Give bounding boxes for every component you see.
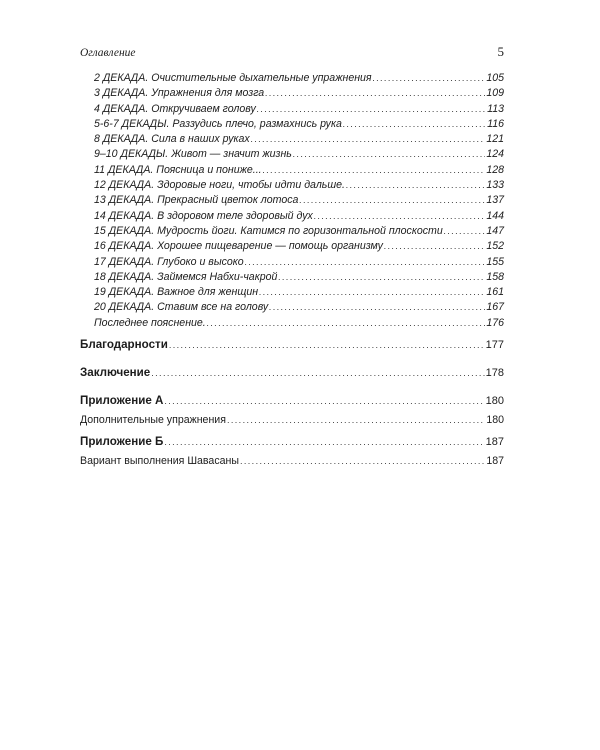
toc-entry-label: Последнее пояснение.	[94, 316, 206, 329]
toc-entry-label: 13 ДЕКАДА. Прекрасный цветок лотоса	[94, 194, 299, 207]
toc-section-acknowledgements[interactable]	[80, 336, 504, 354]
toc-entry[interactable]	[80, 147, 504, 162]
toc-entry-page: 133	[486, 179, 504, 192]
dot-leader	[151, 364, 484, 382]
toc-entry-appendix-b-sub[interactable]	[80, 453, 504, 469]
toc-entry[interactable]	[80, 102, 504, 117]
toc-entry[interactable]	[80, 71, 504, 86]
toc-page	[80, 44, 504, 469]
toc-entry-label: 18 ДЕКАДА. Займемся Набхи-чакрой	[94, 270, 278, 283]
toc-entry-label: 5-6-7 ДЕКАДЫ. Раззудись плечо, размахнись рука	[94, 117, 342, 130]
toc-entry-label: Вариант выполнения Шавасаны	[80, 455, 239, 468]
dot-leader	[314, 209, 485, 224]
toc-entry-page: 137	[486, 194, 504, 207]
toc-entry-label: 14 ДЕКАДА. В здоровом теле здоровый дух	[94, 209, 313, 222]
toc-entry[interactable]	[80, 224, 504, 239]
toc-entry-page: 167	[486, 301, 504, 314]
toc-entry-page: 121	[486, 133, 504, 146]
decade-list	[80, 71, 504, 331]
toc-entry-label: 9–10 ДЕКАДЫ. Живот — значит жизнь	[94, 148, 292, 161]
dot-leader	[384, 239, 485, 254]
toc-entry-label: 11 ДЕКАДА. Поясница и пониже...	[94, 163, 262, 176]
dot-leader	[343, 117, 486, 132]
toc-entry-page: 187	[486, 455, 504, 468]
dot-leader	[164, 392, 484, 410]
toc-entry-appendix-a-sub[interactable]	[80, 412, 504, 428]
toc-entry-page: 128	[486, 163, 504, 176]
toc-section-label: Приложение Б	[80, 435, 164, 449]
running-header	[80, 44, 504, 68]
dot-leader	[346, 178, 485, 193]
toc-entry[interactable]	[80, 285, 504, 300]
dot-leader	[293, 147, 485, 162]
toc-section-label: Благодарности	[80, 338, 168, 352]
toc-section-page: 180	[485, 395, 504, 408]
toc-entry-page: 158	[486, 270, 504, 283]
toc-entry[interactable]	[80, 163, 504, 178]
toc-entry-page: 105	[486, 72, 504, 84]
toc-entry[interactable]	[80, 209, 504, 224]
toc-entry-page: 180	[486, 414, 504, 427]
toc-entry-label: 2 ДЕКАДА. Очистительные дыхательные упражнения	[94, 72, 372, 84]
toc-entry[interactable]	[80, 117, 504, 132]
toc-entry-label: 19 ДЕКАДА. Важное для женщин	[94, 286, 259, 299]
dot-leader	[259, 285, 485, 300]
dot-leader	[269, 300, 485, 315]
toc-section-conclusion[interactable]	[80, 364, 504, 382]
toc-entry-page: 176	[486, 316, 504, 329]
toc-entry-label: 15 ДЕКАДА. Мудрость йоги. Катимся по горизонтальной плоскости	[94, 224, 443, 237]
dot-leader	[169, 336, 485, 354]
toc-entry[interactable]	[80, 178, 504, 193]
toc-entry-label: 12 ДЕКАДА. Здоровые ноги, чтобы идти дальше.	[94, 179, 345, 192]
toc-entry-page: 155	[486, 255, 504, 268]
toc-section-page: 177	[485, 339, 504, 352]
dot-leader	[245, 255, 486, 270]
dot-leader	[251, 132, 486, 147]
toc-section-label: Приложение А	[80, 394, 164, 408]
dot-leader	[257, 102, 486, 117]
toc-entry-page: 144	[486, 209, 504, 222]
toc-entry-page: 109	[486, 87, 504, 100]
toc-entry-page: 113	[487, 102, 504, 115]
toc-entry-label: 3 ДЕКАДА. Упражнения для мозга	[94, 87, 265, 100]
toc-entry[interactable]	[80, 300, 504, 315]
dot-leader	[373, 71, 486, 86]
toc-entry[interactable]	[80, 86, 504, 101]
toc-entry[interactable]	[80, 239, 504, 254]
toc-entry[interactable]	[80, 270, 504, 285]
toc-entry-page: 116	[487, 117, 504, 130]
dot-leader	[263, 163, 486, 178]
toc-entry[interactable]	[80, 255, 504, 270]
dot-leader	[265, 86, 485, 101]
header-title: Оглавление	[80, 47, 136, 59]
dot-leader	[207, 316, 486, 331]
toc-entry-label: 4 ДЕКАДА. Откручиваем голову	[94, 102, 256, 115]
toc-entry-label: 20 ДЕКАДА. Ставим все на голову	[94, 301, 269, 314]
toc-entry-label: 17 ДЕКАДА. Глубоко и высоко	[94, 255, 244, 268]
toc-entry[interactable]	[80, 132, 504, 147]
toc-entry-page: 147	[486, 224, 504, 237]
toc-section-appendix-b[interactable]	[80, 433, 504, 451]
dot-leader	[444, 224, 486, 239]
toc-entry-page: 124	[486, 148, 504, 161]
toc-section-appendix-a[interactable]	[80, 392, 504, 410]
dot-leader	[164, 433, 484, 451]
toc-section-label: Заключение	[80, 366, 151, 380]
toc-section-page: 178	[485, 367, 504, 380]
toc-entry-label: 16 ДЕКАДА. Хорошее пищеварение — помощь организму	[94, 240, 383, 253]
dot-leader	[299, 193, 485, 208]
toc-entry-label: 8 ДЕКАДА. Сила в наших руках	[94, 133, 250, 146]
toc-entry-page: 152	[486, 240, 504, 253]
toc-section-page: 187	[485, 436, 504, 449]
toc-entry-label: Дополнительные упражнения	[80, 414, 226, 427]
dot-leader	[227, 412, 485, 428]
toc-entry[interactable]	[80, 316, 504, 331]
dot-leader	[278, 270, 485, 285]
header-page-number: 5	[497, 44, 504, 59]
toc-entry-page: 161	[486, 286, 504, 299]
dot-leader	[240, 453, 485, 469]
toc-entry[interactable]	[80, 193, 504, 208]
